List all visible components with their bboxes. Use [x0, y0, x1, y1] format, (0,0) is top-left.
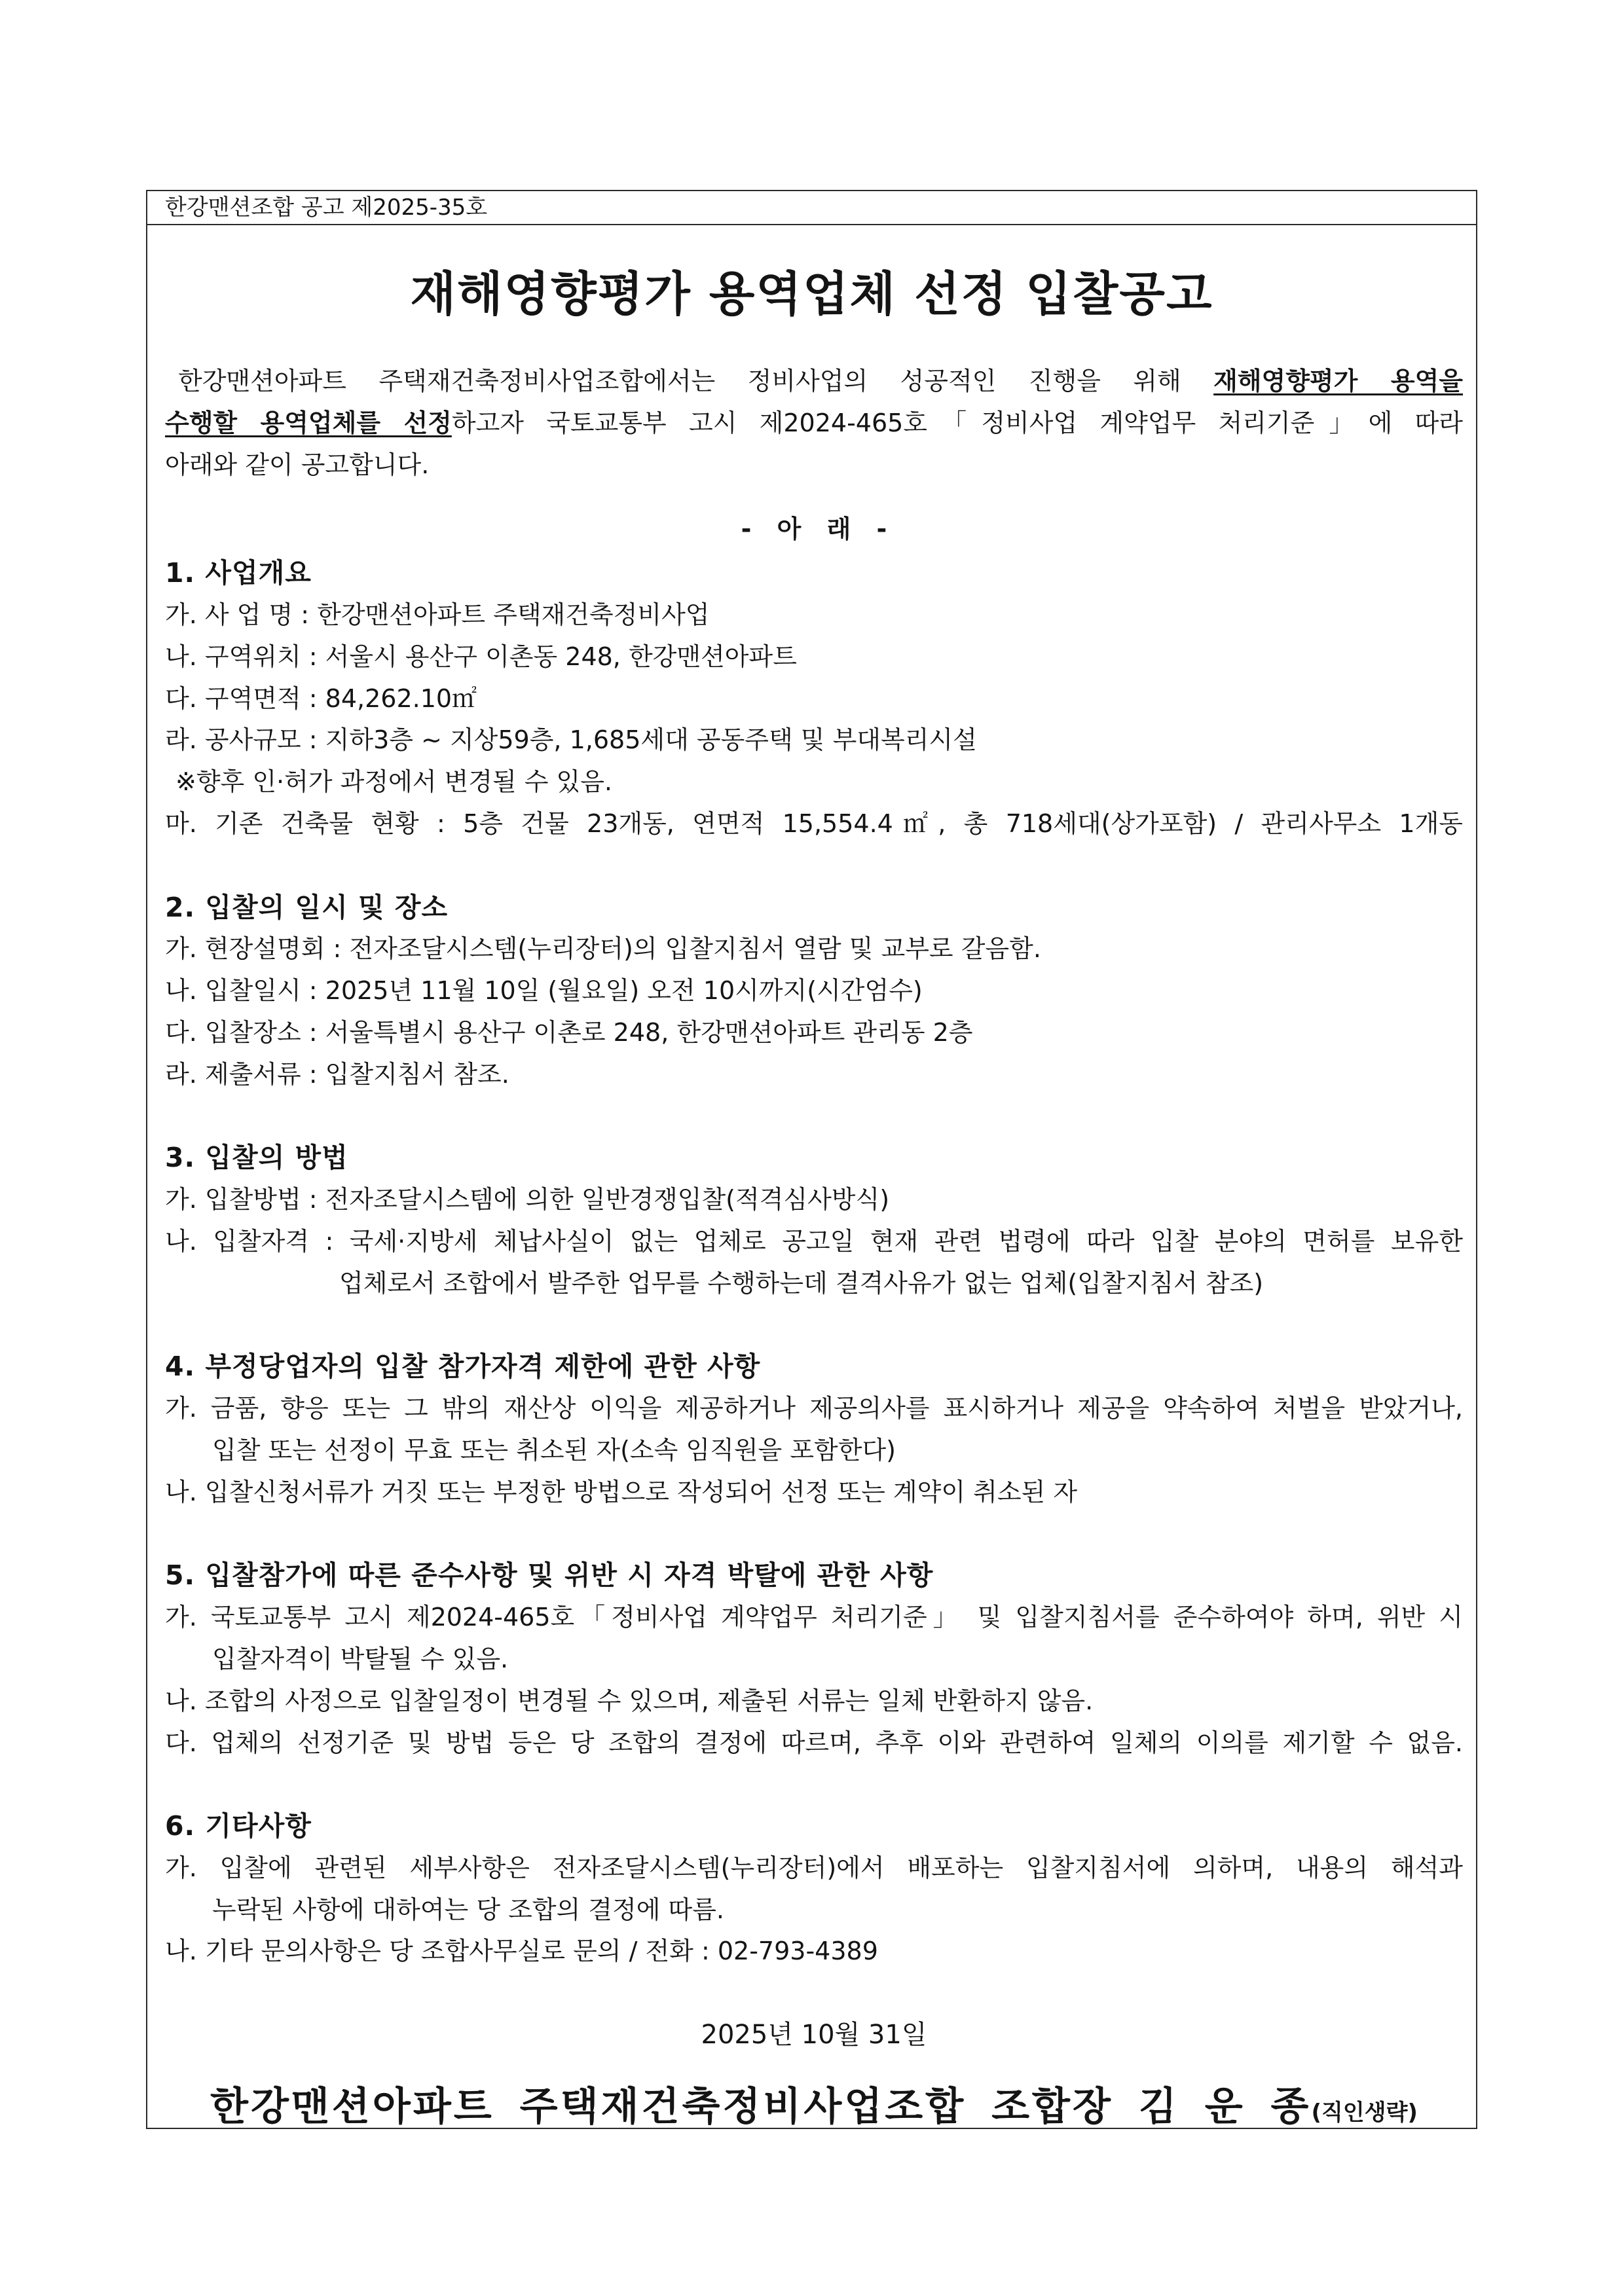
section-1-item-d: 라. 공사규모 : 지하3층 ~ 지상59층, 1,685세대 공동주택 및 부대복리시설 — [165, 725, 977, 755]
intro-paragraph — [165, 361, 1463, 486]
section-1-item-b: 나. 구역위치 : 서울시 용산구 이촌동 248, 한강맨션아파트 — [165, 642, 797, 671]
intro-line-2-text: 하고자 국토교통부 고시 제2024-465호「정비사업 계약업무 처리기준」에 따라 — [451, 408, 1463, 437]
section-1-note: ※향후 인·허가 과정에서 변경될 수 있음. — [175, 767, 613, 797]
intro-emphasis-1: 재해영향평가 용역을 — [1213, 367, 1463, 395]
section-2-item-c: 다. 입찰장소 : 서울특별시 용산구 이촌로 248, 한강맨션아파트 관리동 2층 — [165, 1017, 973, 1047]
section-6-title: 6. 기타사항 — [165, 1810, 312, 1842]
intro-emphasis-2: 수행할 용역업체를 선정 — [165, 408, 452, 437]
section-3-title: 3. 입찰의 방법 — [165, 1142, 348, 1174]
intro-line-1 — [165, 361, 1463, 403]
section-1-item-e: 마. 기존 건축물 현황 : 5층 건물 23개동, 연면적 15,554.4㎡, 총 718세대(상가포함) / 관리사무소 1개동 — [165, 809, 1463, 838]
section-5-item-a-continued: 입찰자격이 박탈될 수 있음. — [212, 1644, 509, 1673]
section-6-item-a: 가. 입찰에 관련된 세부사항은 전자조달시스템(누리장터)에서 배포하는 입찰지침서에 의하며, 내용의 해석과 — [165, 1853, 1463, 1882]
section-5-item-b: 나. 조합의 사정으로 입찰일정이 변경될 수 있으며, 제출된 서류는 일체 반환하지 않음. — [165, 1686, 1094, 1715]
notice-document — [146, 190, 1477, 2129]
section-4-item-b: 나. 입찰신청서류가 거짓 또는 부정한 방법으로 작성되어 선정 또는 계약이 취소된 자 — [165, 1477, 1078, 1506]
section-2-item-a: 가. 현장설명회 : 전자조달시스템(누리장터)의 입찰지침서 열람 및 교부로 갈음함. — [165, 934, 1041, 964]
section-5-item-a: 가. 국토교통부 고시 제2024-465호「정비사업 계약업무 처리기준」 및 입찰지침서를 준수하여야 하며, 위반 시 — [165, 1603, 1463, 1632]
section-1-item-a: 가. 사 업 명 : 한강맨션아파트 주택재건축정비사업 — [165, 600, 710, 629]
seal-note: (직인생략) — [1311, 2100, 1418, 2126]
notice-number: 한강맨션조합 공고 제2025-35호 — [147, 191, 1476, 225]
section-6-item-b: 나. 기타 문의사항은 당 조합사무실로 문의 / 전화 : 02-793-4389 — [165, 1937, 878, 1966]
notice-title: 재해영향평가 용역업체 선정 입찰공고 — [410, 266, 1213, 321]
section-5-item-c: 다. 업체의 선정기준 및 방법 등은 당 조합의 결정에 따르며, 추후 이와 관련하여 일체의 이의를 제기할 수 없음. — [165, 1728, 1463, 1757]
intro-line-2 — [165, 403, 1463, 445]
section-3-item-a: 가. 입찰방법 : 전자조달시스템에 의한 일반경쟁입찰(적격심사방식) — [165, 1185, 890, 1214]
section-4-item-a-continued: 입찰 또는 선정이 무효 또는 취소된 자(소속 임직원을 포함한다) — [212, 1435, 896, 1465]
notice-heading: - 아 래 - — [741, 515, 887, 544]
section-2-title: 2. 입찰의 일시 및 장소 — [165, 891, 449, 923]
section-3-item-b-continued: 업체로서 조합에서 발주한 업무를 수행하는데 결격사유가 없는 업체(입찰지침서 참조) — [339, 1268, 1264, 1298]
section-1-title: 1. 사업개요 — [165, 557, 312, 589]
section-4-item-a: 가. 금품, 향응 또는 그 밖의 재산상 이익을 제공하거나 제공의사를 표시하거나 제공을 약속하여 처벌을 받았거나, — [165, 1394, 1463, 1423]
notice-date: 2025년 10월 31일 — [701, 2020, 927, 2050]
section-4-title: 4. 부정당업자의 입찰 참가자격 제한에 관한 사항 — [165, 1351, 761, 1383]
section-6-item-a-continued: 누락된 사항에 대하여는 당 조합의 결정에 따름. — [212, 1895, 725, 1924]
intro-line-1-text: 한강맨션아파트 주택재건축정비사업조합에서는 정비사업의 성공적인 진행을 위해 — [178, 367, 1214, 395]
notice-body — [147, 361, 1476, 2135]
section-2-item-d: 라. 제출서류 : 입찰지침서 참조. — [165, 1059, 509, 1089]
section-3-item-b: 나. 입찰자격 : 국세·지방세 체납사실이 없는 업체로 공고일 현재 관련 법령에 따라 입찰 분야의 면허를 보유한 — [165, 1226, 1463, 1256]
section-1-item-c: 다. 구역면적 : 84,262.10㎡ — [165, 683, 477, 713]
signature-name: 한강맨션아파트 주택재건축정비사업조합 조합장 김 운 종 — [210, 2084, 1312, 2130]
signature-line — [165, 2085, 1463, 2135]
intro-line-3: 아래와 같이 공고합니다. — [165, 450, 430, 479]
section-5-title: 5. 입찰참가에 따른 준수사항 및 위반 시 자격 박탈에 관한 사항 — [165, 1559, 934, 1592]
section-2-item-b: 나. 입찰일시 : 2025년 11월 10일 (월요일) 오전 10시까지(시간엄수) — [165, 976, 923, 1006]
